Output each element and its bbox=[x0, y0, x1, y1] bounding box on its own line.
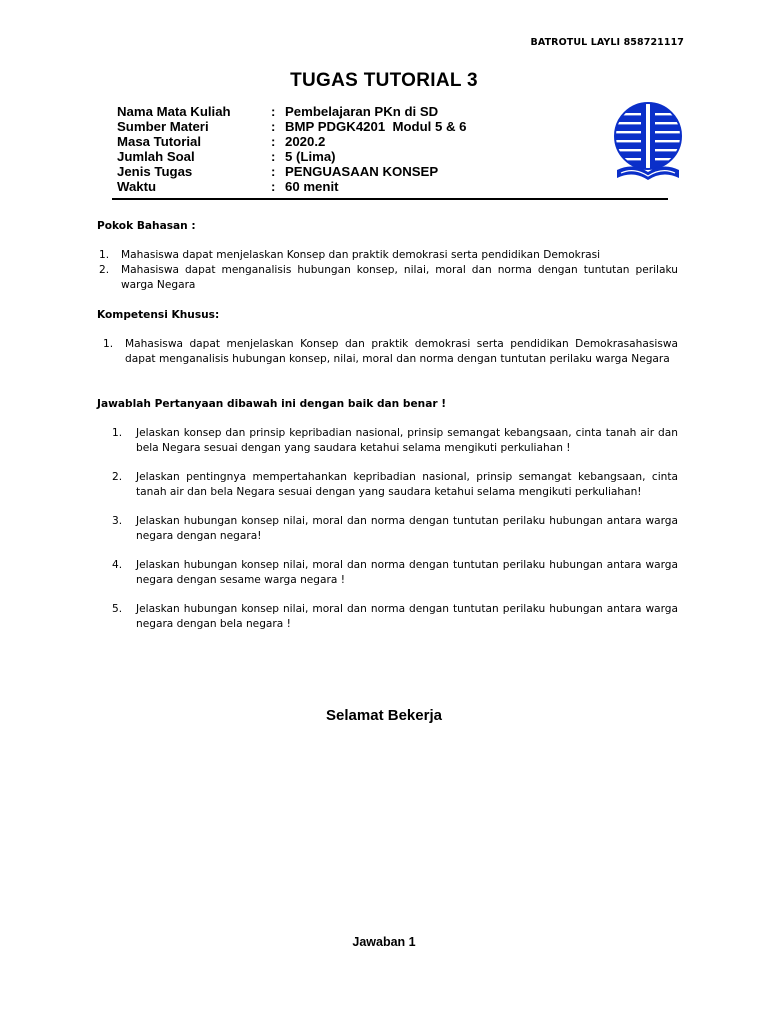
kompetensi-list bbox=[103, 337, 678, 367]
info-row bbox=[117, 134, 467, 149]
question-item bbox=[112, 470, 678, 500]
info-label: Jumlah Soal bbox=[117, 149, 195, 164]
questions-heading: Jawablah Pertanyaan dibawah ini dengan baik dan benar ! bbox=[97, 398, 447, 410]
info-separator: : bbox=[271, 149, 276, 164]
list-item bbox=[99, 248, 678, 263]
answer-heading: Jawaban 1 bbox=[352, 935, 416, 949]
info-label: Jenis Tugas bbox=[117, 164, 193, 179]
info-separator: : bbox=[271, 119, 276, 134]
info-label: Waktu bbox=[117, 179, 157, 194]
list-item-text: Mahasiswa dapat menganalisis hubungan konsep, nilai, moral dan norma dengan tuntutan perilaku warga Negara bbox=[121, 264, 678, 291]
list-item bbox=[99, 263, 678, 293]
info-row bbox=[117, 119, 467, 134]
info-value: PENGUASAAN KONSEP bbox=[285, 164, 439, 179]
list-item-number: 2. bbox=[99, 264, 110, 276]
question-text: Jelaskan hubungan konsep nilai, moral dan norma dengan tuntutan perilaku hubungan antara warga negara dengan negara! bbox=[136, 515, 678, 542]
question-text: Jelaskan hubungan konsep nilai, moral dan norma dengan tuntutan perilaku hubungan antara warga negara dengan bela negara ! bbox=[136, 603, 678, 630]
list-item-text: Mahasiswa dapat menjelaskan Konsep dan praktik demokrasi serta pendidikan Demokrasi bbox=[121, 249, 601, 261]
info-value: 5 (Lima) bbox=[285, 149, 336, 164]
info-row bbox=[117, 104, 467, 119]
question-text: Jelaskan hubungan konsep nilai, moral dan norma dengan tuntutan perilaku hubungan antara warga negara dengan sesame warga negara ! bbox=[136, 559, 678, 586]
pokok-list bbox=[99, 248, 678, 293]
list-item-number: 1. bbox=[99, 249, 110, 261]
closing-text: Selamat Bekerja bbox=[326, 707, 442, 724]
info-separator: : bbox=[271, 134, 276, 149]
page-title: TUGAS TUTORIAL 3 bbox=[290, 70, 478, 91]
header-divider bbox=[112, 198, 668, 200]
question-number: 3. bbox=[112, 515, 123, 527]
list-item-text: Mahasiswa dapat menjelaskan Konsep dan praktik demokrasi serta pendidikan Demokrasahasiswa dapat menganalisis hubungan konsep, nilai, moral dan norma dengan tuntutan perilaku warga Negara bbox=[125, 338, 678, 365]
question-item bbox=[112, 558, 678, 588]
info-value: 2020.2 bbox=[285, 134, 326, 149]
question-number: 4. bbox=[112, 559, 123, 571]
course-info-table bbox=[117, 104, 467, 194]
kompetensi-heading: Kompetensi Khusus: bbox=[97, 309, 220, 321]
university-logo-icon bbox=[611, 100, 685, 188]
question-number: 1. bbox=[112, 427, 123, 439]
info-separator: : bbox=[271, 179, 276, 194]
question-number: 2. bbox=[112, 471, 123, 483]
info-value: 60 menit bbox=[285, 179, 339, 194]
questions-list bbox=[112, 426, 678, 646]
info-value: BMP PDGK4201 Modul 5 & 6 bbox=[285, 119, 467, 134]
list-item bbox=[103, 337, 678, 367]
question-item bbox=[112, 602, 678, 632]
info-separator: : bbox=[271, 104, 276, 119]
question-item bbox=[112, 426, 678, 456]
info-label: Masa Tutorial bbox=[117, 134, 202, 149]
info-separator: : bbox=[271, 164, 276, 179]
question-text: Jelaskan pentingnya mempertahankan kepribadian nasional, prinsip semangat kebangsaan, cinta tanah air dan bela Negara sesuai dengan yang saudara ketahui selama mengikuti perkuliahan! bbox=[136, 471, 678, 498]
info-row bbox=[117, 149, 467, 164]
pokok-heading: Pokok Bahasan : bbox=[97, 220, 196, 232]
info-label: Sumber Materi bbox=[117, 119, 209, 134]
question-item bbox=[112, 514, 678, 544]
question-text: Jelaskan konsep dan prinsip kepribadian nasional, prinsip semangat kebangsaan, cinta tanah air dan bela Negara sesuai dengan yang saudara ketahui selama mengikuti perkuliahan ! bbox=[136, 427, 678, 454]
info-label: Nama Mata Kuliah bbox=[117, 104, 231, 119]
info-row bbox=[117, 179, 467, 194]
info-value: Pembelajaran PKn di SD bbox=[285, 104, 439, 119]
list-item-number: 1. bbox=[103, 338, 114, 350]
author-label: BATROTUL LAYLI 858721117 bbox=[530, 37, 684, 48]
question-number: 5. bbox=[112, 603, 123, 615]
info-row bbox=[117, 164, 467, 179]
